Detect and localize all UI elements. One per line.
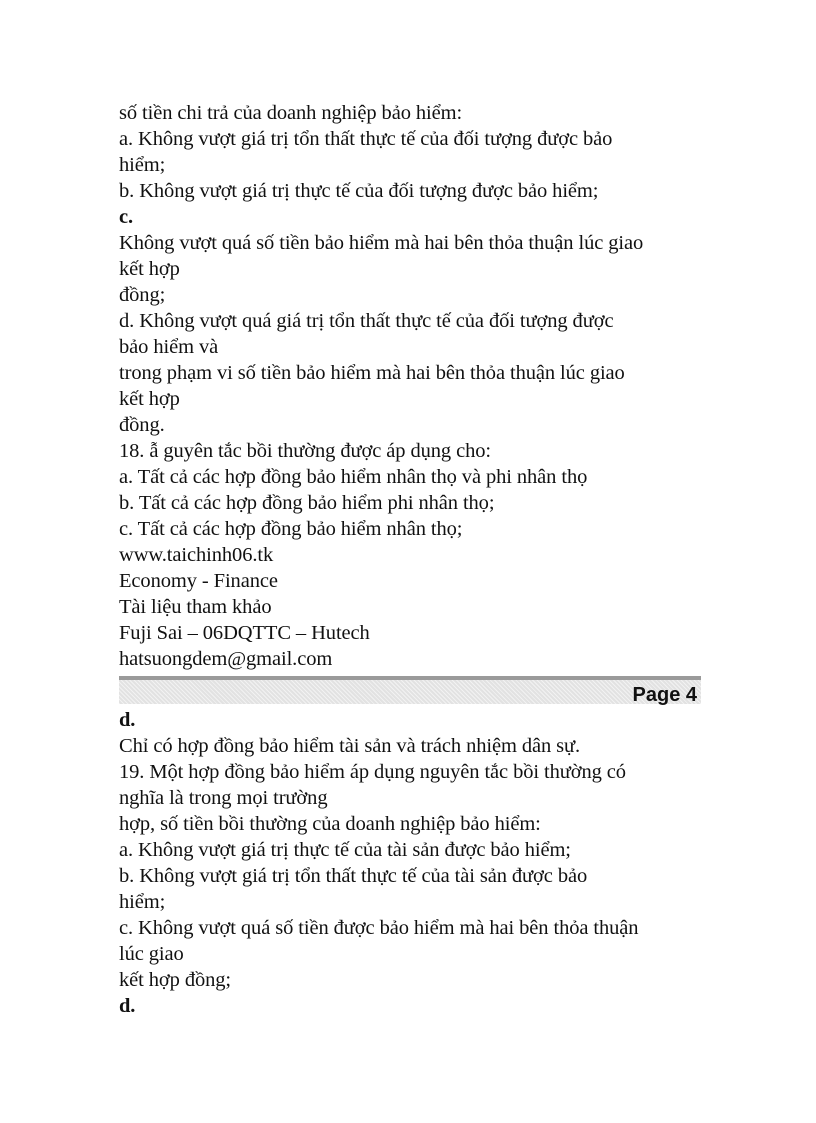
answer-option-c-label: c. xyxy=(119,206,134,228)
text-line: hiểm; xyxy=(119,891,166,913)
website-text: www.taichinh06.tk xyxy=(119,544,274,566)
category-text: Economy - Finance xyxy=(119,570,278,592)
text-line: hợp, số tiền bồi thường của doanh nghiệp bảo hiểm: xyxy=(119,813,541,835)
text-block-bottom xyxy=(119,707,719,1019)
page-number-label: Page 4 xyxy=(632,684,697,706)
answer-option-b: b. Không vượt giá trị tổn thất thực tế của tài sản được bảo xyxy=(119,865,588,887)
text-line: hiểm; xyxy=(119,154,166,176)
answer-option-b: b. Tất cả các hợp đồng bảo hiểm phi nhân thọ; xyxy=(119,492,495,514)
text-line: kết hợp xyxy=(119,258,180,280)
text-line: lúc giao xyxy=(119,943,184,965)
page-footer-band xyxy=(119,680,701,704)
question-18: 18. ẫ guyên tắc bồi thường được áp dụng cho: xyxy=(119,440,491,462)
text-line: kết hợp xyxy=(119,388,180,410)
answer-option-a: a. Không vượt giá trị thực tế của tài sản được bảo hiểm; xyxy=(119,839,571,861)
text-line: đồng. xyxy=(119,414,165,436)
answer-option-c: c. Tất cả các hợp đồng bảo hiểm nhân thọ; xyxy=(119,518,463,540)
answer-option-a: a. Không vượt giá trị tổn thất thực tế của đối tượng được bảo xyxy=(119,128,613,150)
text-line: kết hợp đồng; xyxy=(119,969,232,991)
answer-option-d: Chỉ có hợp đồng bảo hiểm tài sản và trách nhiệm dân sự. xyxy=(119,735,581,757)
text-line: đồng; xyxy=(119,284,166,306)
text-line: nghĩa là trong mọi trường xyxy=(119,787,328,809)
text-line: bảo hiểm và xyxy=(119,336,219,358)
answer-option-d-label: d. xyxy=(119,709,136,731)
answer-option-d-label: d. xyxy=(119,995,136,1017)
answer-option-b: b. Không vượt giá trị thực tế của đối tượng được bảo hiểm; xyxy=(119,180,599,202)
text-line: số tiền chi trả của doanh nghiệp bảo hiểm: xyxy=(119,102,463,124)
email-text: hatsuongdem@gmail.com xyxy=(119,648,333,670)
reference-text: Tài liệu tham khảo xyxy=(119,596,272,618)
question-19: 19. Một hợp đồng bảo hiểm áp dụng nguyên tắc bồi thường có xyxy=(119,761,626,783)
answer-option-d: d. Không vượt quá giá trị tổn thất thực tế của đối tượng được xyxy=(119,310,614,332)
answer-option-c: c. Không vượt quá số tiền được bảo hiểm mà hai bên thỏa thuận xyxy=(119,917,639,939)
author-text: Fuji Sai – 06DQTTC – Hutech xyxy=(119,622,370,644)
text-block-top xyxy=(119,100,719,672)
answer-option-a: a. Tất cả các hợp đồng bảo hiểm nhân thọ và phi nhân thọ xyxy=(119,466,588,488)
answer-option-c: Không vượt quá số tiền bảo hiểm mà hai bên thỏa thuận lúc giao xyxy=(119,232,644,254)
text-line: trong phạm vi số tiền bảo hiểm mà hai bên thỏa thuận lúc giao xyxy=(119,362,625,384)
page-break-footer xyxy=(119,676,701,706)
